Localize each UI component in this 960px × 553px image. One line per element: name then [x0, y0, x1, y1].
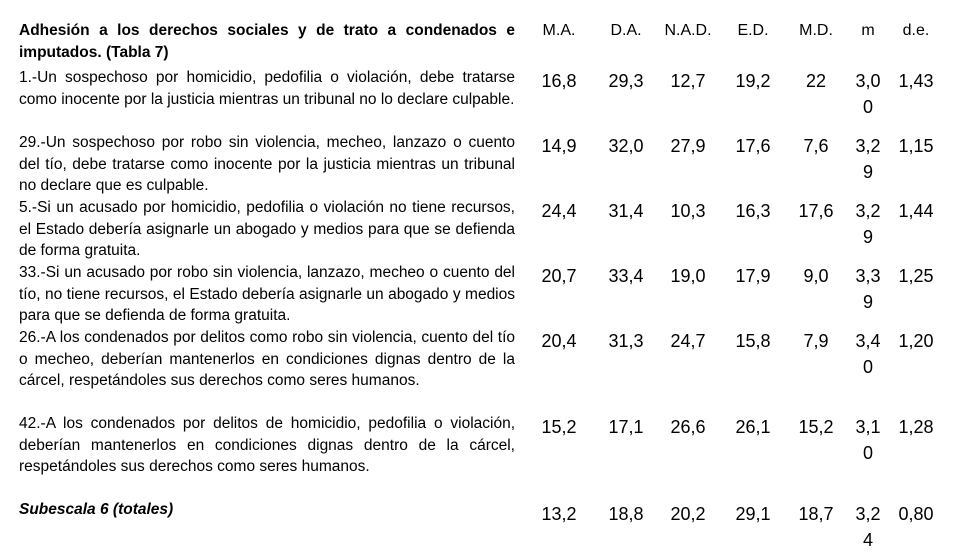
cell-da: 17,1	[608, 417, 644, 437]
cell-md: 7,6	[803, 136, 829, 156]
cell-ed: 26,1	[735, 417, 771, 437]
cell-nad: 12,7	[670, 71, 706, 91]
cell-ma: 24,4	[541, 201, 577, 221]
cell-nad: 24,7	[670, 331, 706, 351]
cell-ma: 20,7	[541, 266, 577, 286]
cell-md: 15,2	[798, 417, 834, 437]
column-header-da: D.A.	[610, 22, 642, 39]
cell-md: 9,0	[803, 266, 829, 286]
cell-de: 1,43	[898, 71, 934, 91]
column-header-nad: N.A.D.	[664, 22, 712, 39]
cell-md: 17,6	[798, 201, 834, 221]
cell-m: 3,3 9	[855, 266, 881, 312]
cell-ma: 20,4	[541, 331, 577, 351]
cell-m: 3,2 4	[855, 504, 881, 550]
cell-md: 22	[805, 71, 827, 91]
column-header-ma: M.A.	[542, 22, 576, 39]
cell-m: 3,0 0	[855, 71, 881, 117]
cell-da: 32,0	[608, 136, 644, 156]
cell-ma: 14,9	[541, 136, 577, 156]
cell-m: 3,2 9	[855, 136, 881, 182]
cell-nad: 19,0	[670, 266, 706, 286]
item-description: 1.-Un sospechoso por homicidio, pedofilia o violación, debe tratarse como inocente por la justicia mientras un tribunal no lo declare culpable.	[19, 69, 515, 108]
cell-da: 31,4	[608, 201, 644, 221]
cell-de: 0,80	[898, 504, 934, 524]
cell-md: 7,9	[803, 331, 829, 351]
cell-ed: 17,9	[735, 266, 771, 286]
cell-ma: 13,2	[541, 504, 577, 524]
subscale-label: Subescala 6 (totales)	[19, 501, 174, 518]
column-header-md: M.D.	[799, 22, 833, 39]
cell-de: 1,28	[898, 417, 934, 437]
cell-da: 29,3	[608, 71, 644, 91]
item-description: 42.-A los condenados por delitos de homicidio, pedofilia o violación, deberían mantenerlos en condiciones dignas dentro de la cárcel, respetándoles sus derechos como seres humanos.	[19, 415, 515, 476]
cell-de: 1,20	[898, 331, 934, 351]
cell-da: 33,4	[608, 266, 644, 286]
cell-m: 3,4 0	[855, 331, 881, 377]
item-description: 29.-Un sospechoso por robo sin violencia, mecheo, lanzazo o cuento del tío, debe tratarse como inocente por la justicia mientras un tribunal no declare que es culpable.	[19, 134, 515, 195]
cell-m: 3,2 9	[855, 201, 881, 247]
cell-da: 18,8	[608, 504, 644, 524]
column-header-de: d.e.	[902, 22, 930, 39]
item-description: 33.-Si un acusado por robo sin violencia, lanzazo, mecheo o cuento del tío, no tiene recursos, el Estado debería asignarle un abogado y medios para que se defienda de forma gratuita.	[19, 264, 515, 325]
cell-de: 1,25	[898, 266, 934, 286]
cell-ed: 15,8	[735, 331, 771, 351]
cell-ed: 29,1	[735, 504, 771, 524]
cell-da: 31,3	[608, 331, 644, 351]
cell-ed: 16,3	[735, 201, 771, 221]
table-title: Adhesión a los derechos sociales y de trato a condenados e imputados. (Tabla 7)	[19, 22, 515, 61]
column-header-ed: E.D.	[737, 22, 769, 39]
cell-md: 18,7	[798, 504, 834, 524]
cell-ed: 17,6	[735, 136, 771, 156]
cell-ed: 19,2	[735, 71, 771, 91]
cell-de: 1,44	[898, 201, 934, 221]
cell-ma: 15,2	[541, 417, 577, 437]
cell-nad: 27,9	[670, 136, 706, 156]
cell-nad: 26,6	[670, 417, 706, 437]
cell-de: 1,15	[898, 136, 934, 156]
column-header-m: m	[861, 22, 875, 39]
cell-nad: 10,3	[670, 201, 706, 221]
cell-nad: 20,2	[670, 504, 706, 524]
cell-ma: 16,8	[541, 71, 577, 91]
item-description: 5.-Si un acusado por homicidio, pedofilia o violación no tiene recursos, el Estado debería asignarle un abogado y medios para que se defienda de forma gratuita.	[19, 199, 515, 260]
cell-m: 3,1 0	[855, 417, 881, 463]
item-description: 26.-A los condenados por delitos como robo sin violencia, cuento del tío o mecheo, deberían mantenerlos en condiciones dignas dentro de la cárcel, respetándoles sus derechos como seres humanos.	[19, 329, 515, 390]
